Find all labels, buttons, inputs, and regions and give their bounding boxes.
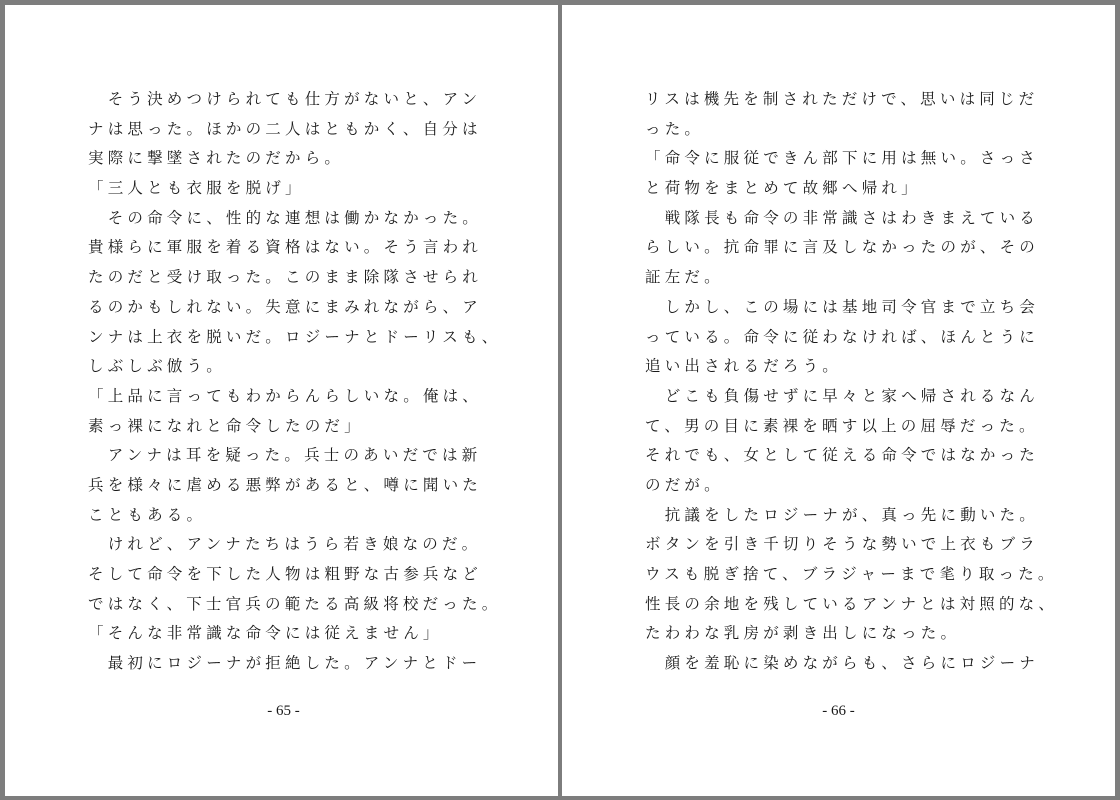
text-line: しかし、この場には基地司令官まで立ち会	[645, 297, 1040, 316]
text-line: 性長の余地を残しているアンナとは対照的な、	[645, 594, 1059, 613]
text-line: 「上品に言ってもわからんらしいな。俺は、	[88, 386, 483, 405]
page-number: - 65 -	[267, 703, 300, 719]
text-line: どこも負傷せずに早々と家へ帰されるなん	[645, 386, 1040, 405]
text-line: 最初にロジーナが拒絶した。アンナとドー	[88, 654, 482, 673]
text-line: ンナは上衣を脱いだ。ロジーナとドーリスも、	[88, 327, 502, 346]
text-line: のだが。	[645, 475, 724, 494]
text-line: こともある。	[88, 505, 207, 524]
text-line: 「三人とも衣服を脱げ」	[88, 179, 305, 198]
text-line: たのだと受け取った。このまま除隊させられ	[88, 268, 483, 287]
text-line: と荷物をまとめて故郷へ帰れ」	[645, 179, 921, 198]
text-line: 兵を様々に虐める悪弊があると、噂に聞いた	[88, 475, 483, 494]
text-line: ウスも脱ぎ捨て、ブラジャーまで毟り取った。	[645, 565, 1058, 583]
text-line: ではなく、下士官兵の範たる高級将校だった。	[88, 594, 502, 613]
left-page-text	[88, 85, 501, 679]
text-line: しぶしぶ倣う。	[88, 357, 226, 376]
text-line: リスは機先を制されただけで、思いは同じだ	[645, 90, 1039, 108]
text-line: 「命令に服従できん部下に用は無い。さっさ	[645, 149, 1040, 168]
text-line: そして命令を下した人物は粗野な古参兵など	[88, 565, 483, 583]
text-line: 顔を羞恥に染めながらも、さらにロジーナ	[645, 654, 1040, 673]
text-line: 証左だ。	[645, 268, 724, 287]
text-line: その命令に、性的な連想は働かなかった。	[88, 208, 483, 227]
text-line: 追い出されるだろう。	[645, 357, 843, 376]
text-line: らしい。抗命罪に言及しなかったのが、その	[645, 238, 1040, 257]
page-number: - 66 -	[822, 703, 855, 719]
text-line: それでも、女として従える命令ではなかった	[645, 446, 1040, 465]
text-line: 実際に撃墜されたのだから。	[88, 149, 345, 168]
text-line: たわわな乳房が剥き出しになった。	[645, 624, 961, 643]
text-line: けれど、アンナたちはうら若き娘なのだ。	[88, 535, 482, 554]
left-page	[5, 5, 558, 796]
text-line: て、男の目に素裸を晒す以上の屈辱だった。	[645, 416, 1039, 435]
text-line: った。	[645, 119, 705, 138]
text-line: るのかもしれない。失意にまみれながら、ア	[88, 297, 483, 316]
text-line: アンナは耳を疑った。兵士のあいだでは新	[88, 446, 482, 465]
text-line: 素っ裸になれと命令したのだ」	[88, 416, 364, 435]
right-page	[562, 5, 1115, 796]
text-line: っている。命令に従わなければ、ほんとうに	[645, 327, 1040, 346]
text-line: 「そんな非常識な命令には従えません」	[88, 624, 443, 643]
text-line: 貴様らに軍服を着る資格はない。そう言われ	[88, 238, 483, 257]
text-line: 抗議をしたロジーナが、真っ先に動いた。	[645, 505, 1040, 524]
text-line: そう決めつけられても仕方がないと、アン	[88, 90, 482, 108]
text-line: ボタンを引き千切りそうな勢いで上衣もブラ	[645, 535, 1040, 554]
text-line: ナは思った。ほかの二人はともかく、自分は	[88, 119, 482, 138]
right-page-text	[645, 85, 1058, 679]
text-line: 戦隊長も命令の非常識さはわきまえている	[645, 208, 1040, 227]
